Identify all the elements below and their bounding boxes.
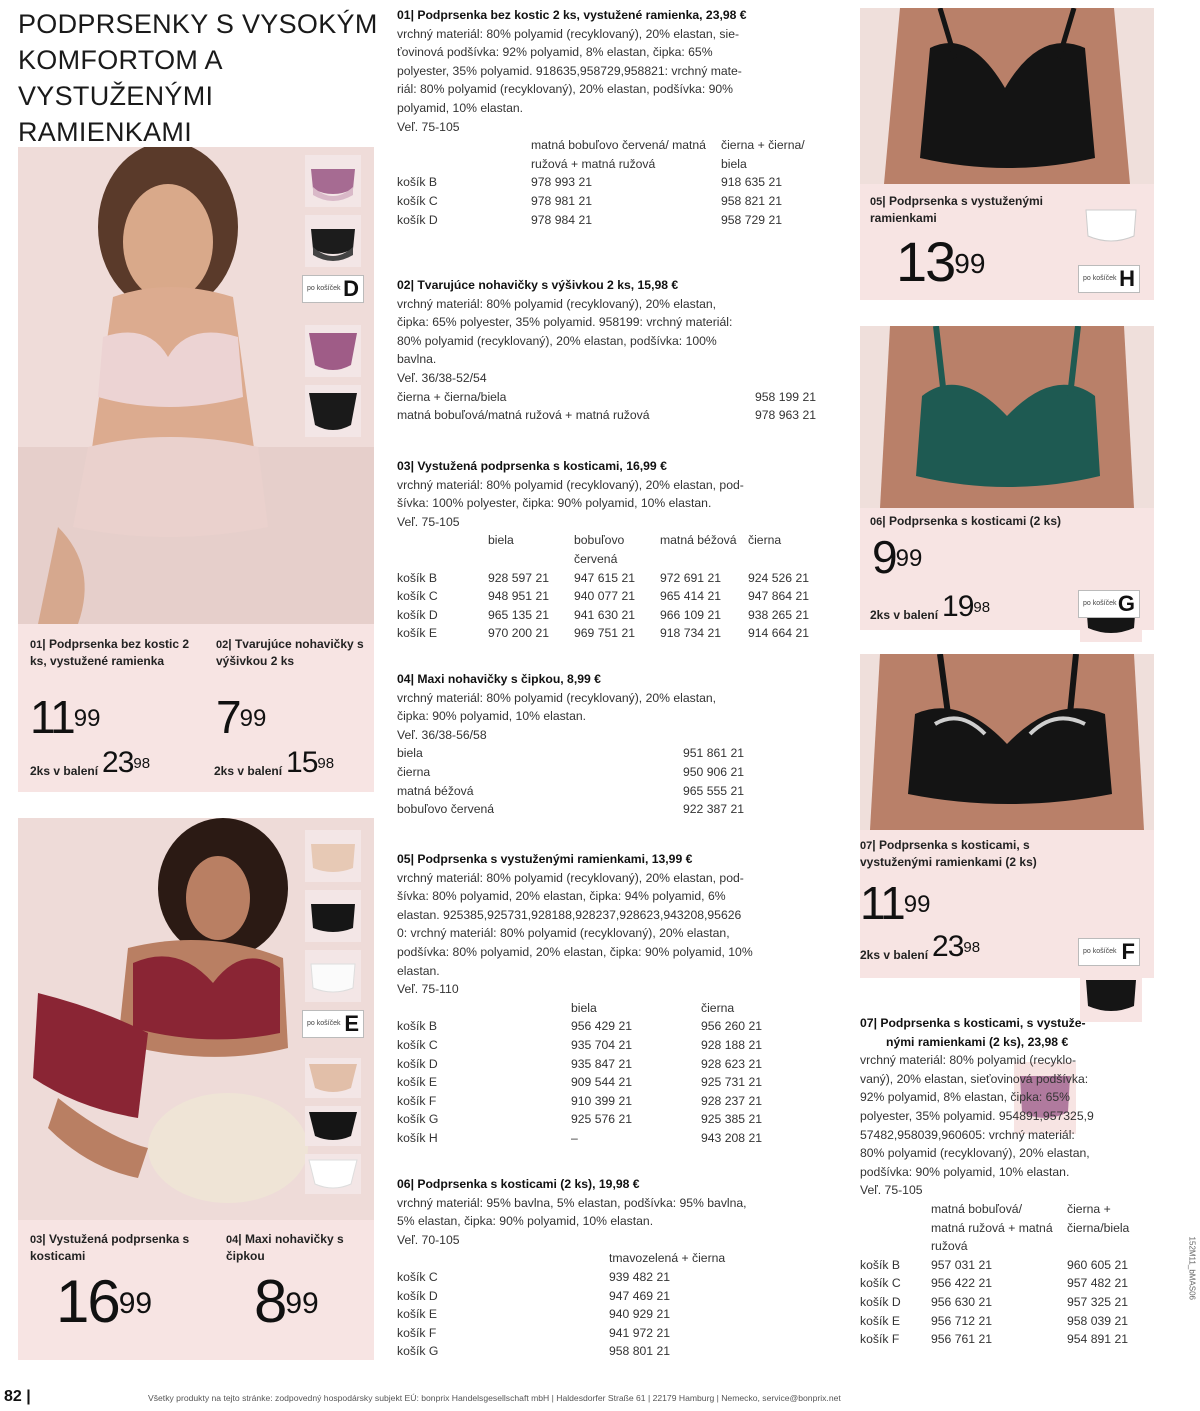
- price-card-07[interactable]: 07| Podprsenka s kosticami, s vystuženými ramienkami (2 ks): [860, 838, 1037, 869]
- item-description-03: 03| Vystužená podprsenka s kosticami, 16,99 € vrchný materiál: 80% polyamid (recyklovaný), 20% elastan, pod- šívka: 100% polyester, čipka: 90% polyamid, 10% elastan. Veľ. 75-105 biela bobuľovo červená matná béžová čierna košík B 928 597 21 947 615 21 972 691 21 924 526 21 košík C 948 951 21 940 077 21 965 414 21 947 864 21 košík D 965 135 21 941 630 21 966 109 21 938 265 21 košík E 970 200 21 969 751 21 918 734 21 914 664 21: [397, 457, 837, 643]
- black-panty-thumbnail[interactable]: [305, 1106, 361, 1146]
- basket-size-tag: po košíček G: [1078, 590, 1140, 618]
- pack-price-06: 2ks v balení $19^{98}$: [870, 590, 991, 623]
- product-photo-05[interactable]: [860, 8, 1154, 184]
- basket-po-label: po košíček: [307, 1020, 341, 1027]
- product-name: Podprsenka s kosticami, s vystuženými ramienkami (2 ks): [860, 838, 1037, 869]
- product-name: Podprsenka s kosticami (2 ks): [888, 514, 1062, 528]
- basket-letter: D: [343, 276, 359, 301]
- product-name: Tvarujúce nohavičky s výšivkou 2 ks: [216, 637, 364, 668]
- product-name: Vystužená podprsenka s kosticami: [30, 1232, 190, 1263]
- price-card-03[interactable]: 03| Vystužená podprsenka s kosticami: [30, 1232, 190, 1263]
- white-bra-thumbnail[interactable]: [1080, 196, 1142, 252]
- basket-letter: E: [344, 1011, 359, 1036]
- item-description-05: 05| Podprsenka s vystuženými ramienkami, 13,99 € vrchný materiál: 80% polyamid (recyklovaný), 20% elastan, pod- šívka: 80% polyamid, 20% elastan, čipka: 94% polyamid, 6% elastan. 925385,925731,928188,928237,928623,943208,95626 0: vrchný materiál: 80% polyamid (recyklovaný), 20% elastan, podšívka: 80% polyamid, 20% elastan, čipka: 90% polyamid, 10% elastan. Veľ. 75-110 biela čierna košík B 956 429 21 956 260 21 košík C 935 704 21 928 188 21 košík D 935 847 21 928 623 21 košík E 909 544 21 925 731 21 košík F 910 399 21 928 237 21 košík G 925 576 21 925 385 21 košík H – 943 208 21: [397, 850, 842, 1148]
- product-photo-06[interactable]: [860, 326, 1154, 508]
- item-description-07: 07| Podprsenka s kosticami, s vystuže- nými ramienkami (2 ks), 23,98 € vrchný materiál: 80% polyamid (recyklo- vaný), 20% elastan, sieťovinová podšívka: 92% polyamid, 8% elastan, čipka: 65% polyester, 35% polyamid. 954891,957325,9 57482,958039,960605: vrchný materiál: 80% polyamid (recyklovaný), 20% elastan, podšívka: 90% polyamid, 10% elastan. Veľ. 75-105 matná bobuľová/ matná ružová + matná ružová čierna + čierna/biela košík B 957 031 21 960 605 21 košík C 956 422 21 957 482 21 košík D 956 630 21 957 325 21 košík E 956 712 21 958 039 21 košík F 956 761 21 954 891 21: [860, 1014, 1160, 1349]
- footer-legal-text: Všetky produkty na tejto stránke: zodpovedný hospodársky subjekt EÚ: bonprix Handelsgesellschaft mbH | Haldesdorfer Straße 61 | 22179 Hamburg | Nemecko, service@bonprix.net: [148, 1393, 841, 1403]
- product-photo-03-04[interactable]: [18, 818, 374, 1220]
- product-number: 02: [216, 639, 229, 651]
- basket-size-tag: [302, 275, 364, 303]
- product-photo-07[interactable]: [860, 654, 1154, 830]
- price-05: $13^{99}$: [896, 230, 986, 293]
- price-card-01[interactable]: 01| Podprsenka bez kostic 2 ks, vystužené ramienka: [30, 637, 190, 668]
- price-card-05[interactable]: 05| Podprsenka s vystuženými ramienkami: [870, 194, 1044, 225]
- article-number-table: matná bobuľovo červená/ matná ružová + matná ružová čierna + čierna/ biela košík B 978 993 21 918 635 21 košík C 978 981 21 958 821 21 košík D 978 984 21 958 729 21: [397, 138, 805, 227]
- article-number-table: biela čierna košík B 956 429 21 956 260 21 košík C 935 704 21 928 188 21 košík D 935 847 21 928 623 21 košík E 909 544 21 925 731 21 košík F 910 399 21 928 237 21 košík G 925 576 21 925 385 21 košík H – 943 208 21: [397, 1000, 762, 1145]
- price-02: $7^{99}$: [216, 691, 267, 743]
- product-number: 03: [30, 1234, 43, 1246]
- item-description-02: 02| Tvarujúce nohavičky s výšivkou 2 ks, 15,98 € vrchný materiál: 80% polyamid (recyklovaný), 20% elastan, čipka: 65% polyester, 35% polyamid. 958199: vrchný materiál: 80% polyamid (recyklovaný), 20% elastan, podšívka: 100% bavlna. Veľ. 36/38-52/54 čierna + čierna/biela 958 199 21 matná bobuľová/matná ružová + matná ružová 978 963 21: [397, 276, 837, 425]
- pack-price-01: 2ks v balení $23^{98}$: [30, 746, 151, 779]
- white-bra-thumbnail[interactable]: [305, 950, 361, 1002]
- item-description-06: 06| Podprsenka s kosticami (2 ks), 19,98 € vrchný materiál: 95% bavlna, 5% elastan, podšívka: 95% bavlna, 5% elastan, čipka: 90% polyamid, 10% elastan. Veľ. 70-105 tmavozelená + čierna košík C 939 482 21 košík D 947 469 21 košík E 940 929 21 košík F 941 972 21 košík G 958 801 21: [397, 1175, 837, 1361]
- model-illustration: [860, 326, 1154, 508]
- item-description-04: 04| Maxi nohavičky s čipkou, 8,99 € vrchný materiál: 80% polyamid (recyklovaný), 20% elastan, čipka: 90% polyamid, 10% elastan. Veľ. 36/38-56/58 biela 951 861 21 čierna 950 906 21 matná béžová 965 555 21 bobuľovo červená 922 387 21: [397, 670, 837, 819]
- price-06: $9^{99}$: [872, 531, 923, 583]
- article-number-table: biela 951 861 21 čierna 950 906 21 matná béžová 965 555 21 bobuľovo červená 922 387 21: [397, 746, 744, 817]
- basket-size-tag: po košíček H: [1078, 265, 1140, 293]
- article-number-table: biela bobuľovo červená matná béžová čierna košík B 928 597 21 947 615 21 972 691 21 924 526 21 košík C 948 951 21 940 077 21 965 414 21 947 864 21 košík D 965 135 21 941 630 21 966 109 21 938 265 21 košík E 970 200 21 969 751 21 918 734 21 914 664 21: [397, 533, 809, 641]
- price-card-02[interactable]: 02| Tvarujúce nohavičky s výšivkou 2 ks: [216, 637, 364, 668]
- product-number: 01: [30, 639, 43, 651]
- product-photo-01-02[interactable]: [18, 147, 374, 624]
- basket-size-tag: po košíček F: [1078, 938, 1140, 966]
- pack-price-02: 2ks v balení $15^{98}$: [214, 746, 335, 779]
- basket-po-label: po košíček: [307, 285, 341, 292]
- basket-size-tag: [302, 1010, 364, 1038]
- product-name: Podprsenka bez kostic 2 ks, vystužené ramienka: [30, 637, 190, 668]
- page-number: 82 |: [4, 1388, 31, 1405]
- catalog-code: 152M11_bMAS06: [1187, 1236, 1196, 1300]
- price-03: $16^{99}$: [56, 1268, 153, 1335]
- price-card-06[interactable]: 06| Podprsenka s kosticami (2 ks): [870, 514, 1062, 528]
- price-card-04[interactable]: 04| Maxi nohavičky s čipkou: [226, 1232, 344, 1263]
- black-bra-thumbnail[interactable]: [305, 890, 361, 942]
- price-04: $8^{99}$: [254, 1268, 319, 1335]
- model-illustration: [860, 8, 1154, 184]
- pack-price-07: 2ks v balení $23^{98}$: [860, 930, 981, 963]
- black-bra-thumbnail[interactable]: [305, 215, 361, 267]
- product-name: Maxi nohavičky s čipkou: [226, 1232, 344, 1263]
- product-name: Podprsenka s vystuženými ramienkami: [870, 194, 1044, 225]
- article-number-table: tmavozelená + čierna košík C 939 482 21 košík D 947 469 21 košík E 940 929 21 košík F 941 972 21 košík G 958 801 21: [397, 1251, 726, 1359]
- price-01: $11^{99}$: [30, 691, 101, 743]
- beige-bra-thumbnail[interactable]: [305, 830, 361, 882]
- page-title: PODPRSENKY S VYSOKÝM KOMFORTOM A VYSTUŽENÝMI RAMIENKAMI: [18, 9, 378, 147]
- product-number: 04: [226, 1234, 239, 1246]
- price-07: $11^{99}$: [860, 877, 931, 929]
- black-panty-thumbnail[interactable]: [305, 385, 361, 437]
- article-number-table: čierna + čierna/biela 958 199 21 matná bobuľová/matná ružová + matná ružová 978 963 21: [397, 389, 816, 423]
- pink-panty-thumbnail[interactable]: [305, 325, 361, 377]
- model-illustration: [860, 654, 1154, 830]
- beige-panty-thumbnail[interactable]: [305, 1058, 361, 1098]
- item-description-01: 01| Podprsenka bez kostic 2 ks, vystužené ramienka, 23,98 € vrchný materiál: 80% polyamid (recyklovaný), 20% elastan, sie- ťovinová podšívka: 92% polyamid, 8% elastan, čipka: 65% polyester, 35% polyamid. 918635,958729,958821: vrchný mate- riál: 80% polyamid (recyklovaný), 20% elastan, podšívka: 90% polyamid, 10% elastan. Veľ. 75-105 matná bobuľovo červená/ matná ružová + matná ružová čierna + čierna/ biela košík B 978 993 21 918 635 21 košík C 978 981 21 958 821 21 košík D 978 984 21 958 729 21: [397, 6, 837, 229]
- article-number-table: matná bobuľová/ matná ružová + matná ružová čierna + čierna/biela košík B 957 031 21 960 605 21 košík C 956 422 21 957 482 21 košík D 956 630 21 957 325 21 košík E 956 712 21 958 039 21 košík F 956 761 21 954 891 21: [860, 1201, 1130, 1347]
- white-panty-thumbnail[interactable]: [305, 1154, 361, 1194]
- pink-bra-thumbnail[interactable]: [305, 155, 361, 207]
